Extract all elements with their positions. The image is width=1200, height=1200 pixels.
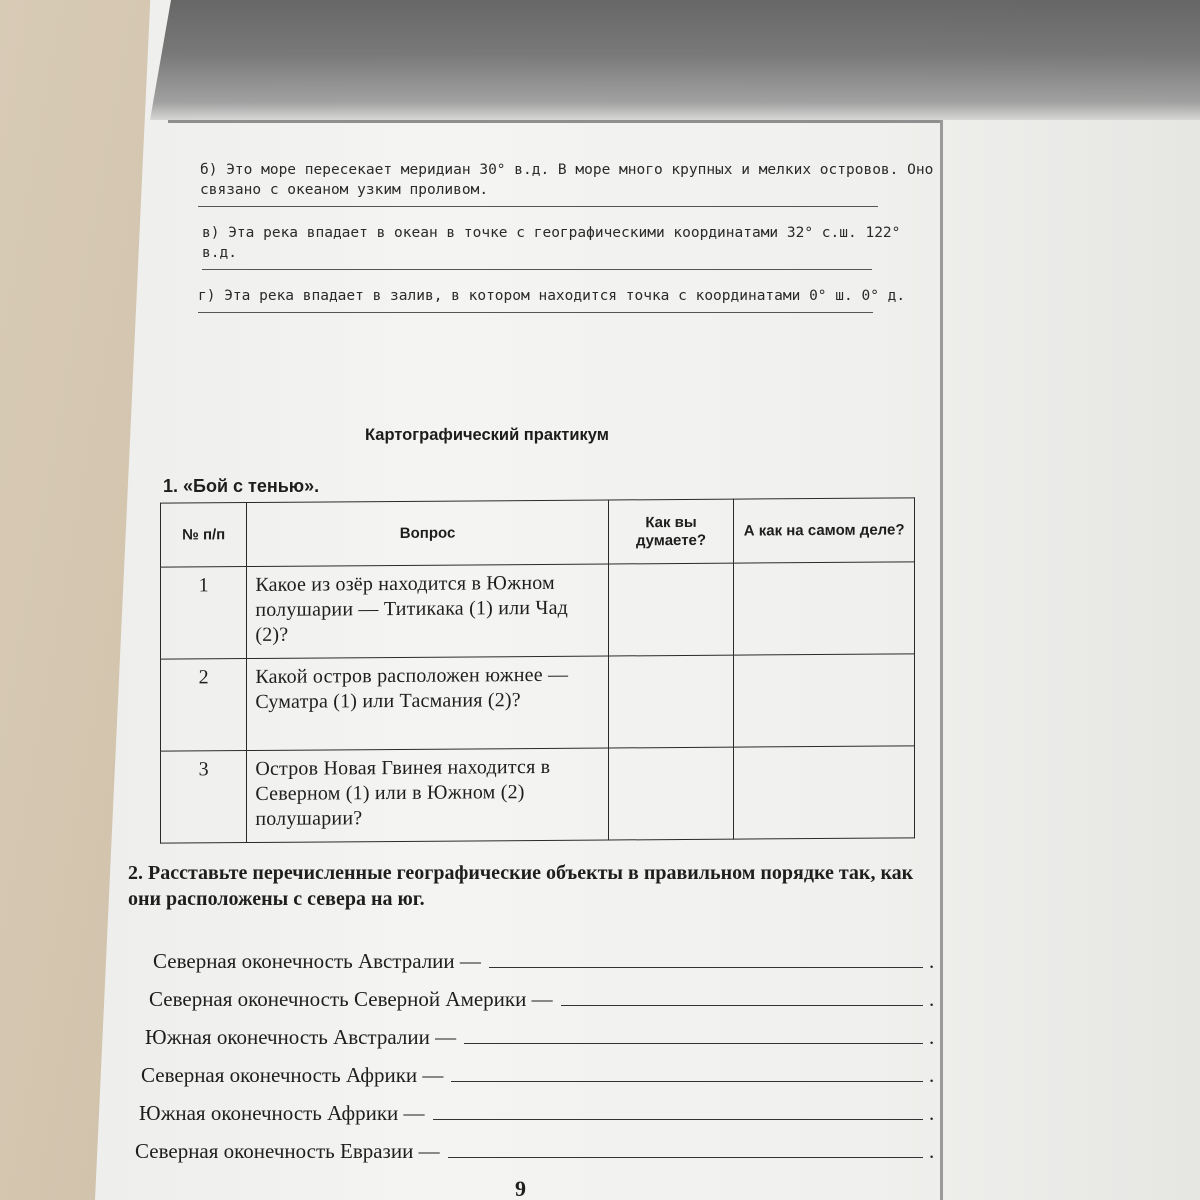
answer-line-g[interactable] — [198, 312, 873, 313]
guess-cell[interactable] — [608, 747, 733, 840]
table-row — [161, 746, 915, 843]
fill-row — [141, 1050, 935, 1088]
question-v-text: в) Эта река впадает в океан в точке с географическими координатами 32° с.ш. 122° в.д. — [202, 225, 901, 261]
page-number: 9 — [515, 1176, 526, 1200]
fill-row — [153, 936, 935, 974]
fill-label: Южная оконечность Африки — — [139, 1101, 425, 1125]
fill-end-dot: . — [929, 949, 935, 973]
top-questions — [140, 160, 940, 329]
quiz-table — [160, 497, 915, 843]
actual-cell[interactable] — [734, 654, 915, 747]
fill-answer-line[interactable] — [433, 1119, 923, 1120]
guess-cell[interactable] — [608, 563, 733, 656]
header-question: Вопрос — [247, 500, 608, 567]
page-shadow — [150, 0, 1200, 120]
fill-row — [135, 1126, 935, 1164]
page-frame-top — [168, 120, 943, 123]
row-question: Какое из озёр находится в Южном полушарии — Титикака (1) или Чад (2)? — [247, 564, 608, 659]
question-g-text: г) Эта река впадает в залив, в котором находится точка с координатами 0° ш. 0° д. — [198, 288, 906, 304]
task1-title: 1. «Бой с тенью». — [163, 476, 320, 496]
row-num: 3 — [161, 751, 247, 844]
fill-row — [145, 1012, 935, 1050]
fill-answer-line[interactable] — [561, 1005, 923, 1006]
fill-end-dot: . — [929, 1025, 935, 1049]
question-b — [200, 160, 940, 200]
table-header-row — [161, 498, 915, 567]
question-g — [198, 286, 940, 306]
row-num: 1 — [161, 567, 247, 660]
fill-answer-line[interactable] — [448, 1157, 923, 1158]
answer-line-b[interactable] — [198, 206, 878, 207]
header-guess: Как вы думаете? — [608, 499, 733, 564]
fill-end-dot: . — [929, 987, 935, 1011]
row-question: Какой остров расположен южнее — Суматра (1) или Тасмания (2)? — [247, 656, 608, 751]
guess-cell[interactable] — [608, 655, 733, 748]
fill-label: Северная оконечность Северной Америки — — [149, 987, 553, 1011]
page-frame-right — [940, 120, 943, 1200]
table-row — [161, 562, 915, 659]
fill-row — [149, 974, 935, 1012]
fill-label: Северная оконечность Австралии — — [153, 949, 481, 973]
task2-fill-list — [135, 936, 935, 1164]
fill-answer-line[interactable] — [451, 1081, 923, 1082]
fill-label: Северная оконечность Африки — — [141, 1063, 444, 1087]
section-title: Картографический практикум — [365, 426, 609, 444]
table-row — [161, 654, 915, 751]
fill-label: Южная оконечность Австралии — — [145, 1025, 457, 1049]
fill-answer-line[interactable] — [464, 1043, 923, 1044]
fill-end-dot: . — [929, 1101, 935, 1125]
row-num: 2 — [161, 659, 247, 752]
header-num: № п/п — [161, 503, 247, 568]
header-actual: А как на самом деле? — [734, 498, 915, 563]
row-question: Остров Новая Гвинея находится в Северном (1) или в Южном (2) полушарии? — [247, 748, 608, 843]
question-v — [202, 223, 940, 263]
fill-row — [139, 1088, 935, 1126]
task2-title: 2. Расставьте перечисленные географические объекты в правильном порядке так, как они расположены с севера на юг. — [128, 862, 914, 910]
answer-line-v[interactable] — [202, 269, 872, 270]
question-b-text: б) Это море пересекает меридиан 30° в.д. В море много крупных и мелких островов. Оно связано с океаном узким проливом. — [200, 162, 934, 198]
actual-cell[interactable] — [734, 562, 915, 655]
fill-end-dot: . — [929, 1139, 935, 1163]
fill-end-dot: . — [929, 1063, 935, 1087]
fill-answer-line[interactable] — [489, 967, 923, 968]
fill-label: Северная оконечность Евразии — — [135, 1139, 440, 1163]
actual-cell[interactable] — [734, 746, 915, 839]
